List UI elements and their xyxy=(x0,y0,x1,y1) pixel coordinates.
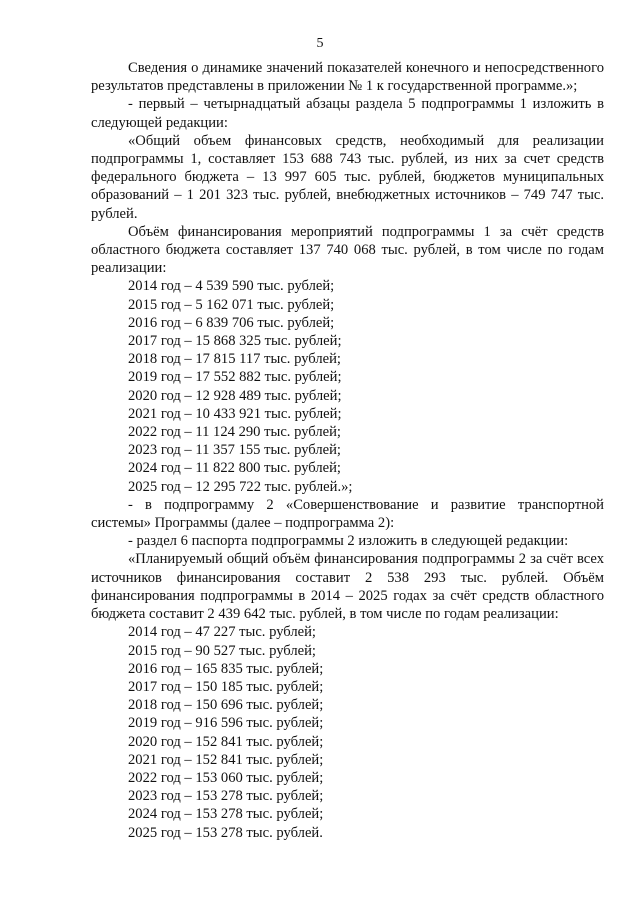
funding-year-line: 2014 год – 4 539 590 тыс. рублей; xyxy=(128,278,335,295)
funding-year-line: 2022 год – 11 124 290 тыс. рублей; xyxy=(128,424,341,441)
paragraph: - в подпрограмму 2 «Совершенствование и развитие транспортной системы» Программы (далее – подпрограмма 2): xyxy=(91,496,604,532)
funding-year-line: 2017 год – 15 868 325 тыс. рублей; xyxy=(128,333,342,350)
paragraphs-top xyxy=(91,59,604,277)
funding-year-line: 2016 год – 6 839 706 тыс. рублей; xyxy=(128,314,335,331)
funding-year-line: 2019 год – 916 596 тыс. рублей; xyxy=(128,715,324,732)
funding-year-line: 2019 год – 17 552 882 тыс. рублей; xyxy=(128,369,342,386)
funding-year-line: 2024 год – 11 822 800 тыс. рублей; xyxy=(128,460,341,477)
funding-year-line: 2024 год – 153 278 тыс. рублей; xyxy=(128,806,324,823)
document-body xyxy=(91,59,604,842)
paragraph: «Планируемый общий объём финансирования подпрограммы 2 за счёт всех источников финансирования составит 2 538 293 тыс. рублей. Объём финансирования подпрограммы в 2014 – 2025 годах за счёт средств областного бюджета составит 2 439 642 тыс. рублей, в том числе по годам реализации: xyxy=(91,551,604,623)
paragraph: Сведения о динамике значений показателей конечного и непосредственного результатов представлены в приложении № 1 к государственной программе.»; xyxy=(91,60,604,95)
paragraph: - первый – четырнадцатый абзацы раздела 5 подпрограммы 1 изложить в следующей редакции: xyxy=(91,96,604,131)
funding-year-line: 2022 год – 153 060 тыс. рублей; xyxy=(128,769,324,786)
funding-year-line: 2018 год – 150 696 тыс. рублей; xyxy=(128,697,324,714)
funding-year-line: 2025 год – 153 278 тыс. рублей. xyxy=(128,824,323,841)
page-number: 5 xyxy=(316,36,324,51)
funding-year-line: 2015 год – 90 527 тыс. рублей; xyxy=(128,642,316,659)
funding-year-line: 2025 год – 12 295 722 тыс. рублей.»; xyxy=(128,478,353,495)
funding-year-line: 2020 год – 12 928 489 тыс. рублей; xyxy=(128,387,342,404)
funding-year-line: 2020 год – 152 841 тыс. рублей; xyxy=(128,733,324,750)
paragraphs-mid xyxy=(91,496,604,623)
paragraph: - раздел 6 паспорта подпрограммы 2 изложить в следующей редакции: xyxy=(128,533,569,550)
funding-year-line: 2014 год – 47 227 тыс. рублей; xyxy=(128,624,316,641)
paragraph: Объём финансирования мероприятий подпрограммы 1 за счёт средств областного бюджета составляет 137 740 068 тыс. рублей, в том числе по годам реализации: xyxy=(91,223,604,277)
funding-year-line: 2015 год – 5 162 071 тыс. рублей; xyxy=(128,296,335,313)
funding-year-line: 2016 год – 165 835 тыс. рублей; xyxy=(128,660,324,677)
funding-year-line: 2021 год – 152 841 тыс. рублей; xyxy=(128,751,324,768)
funding-year-line: 2017 год – 150 185 тыс. рублей; xyxy=(128,678,324,695)
funding-year-line: 2023 год – 11 357 155 тыс. рублей; xyxy=(128,442,341,459)
paragraph: «Общий объем финансовых средств, необходимый для реализации подпрограммы 1, составляет 153 688 743 тыс. рублей, из них за счет средств федерального бюджета – 13 997 605 тыс. рублей, бюджетов муниципальных образований – 1 201 323 тыс. рублей, внебюджетных источников – 749 747 тыс. рублей. xyxy=(91,132,604,222)
funding-year-line: 2018 год – 17 815 117 тыс. рублей; xyxy=(128,351,341,368)
funding-years-subprogram-2 xyxy=(91,623,604,841)
funding-year-line: 2023 год – 153 278 тыс. рублей; xyxy=(128,788,324,805)
funding-year-line: 2021 год – 10 433 921 тыс. рублей; xyxy=(128,405,342,422)
funding-years-subprogram-1 xyxy=(91,277,604,495)
